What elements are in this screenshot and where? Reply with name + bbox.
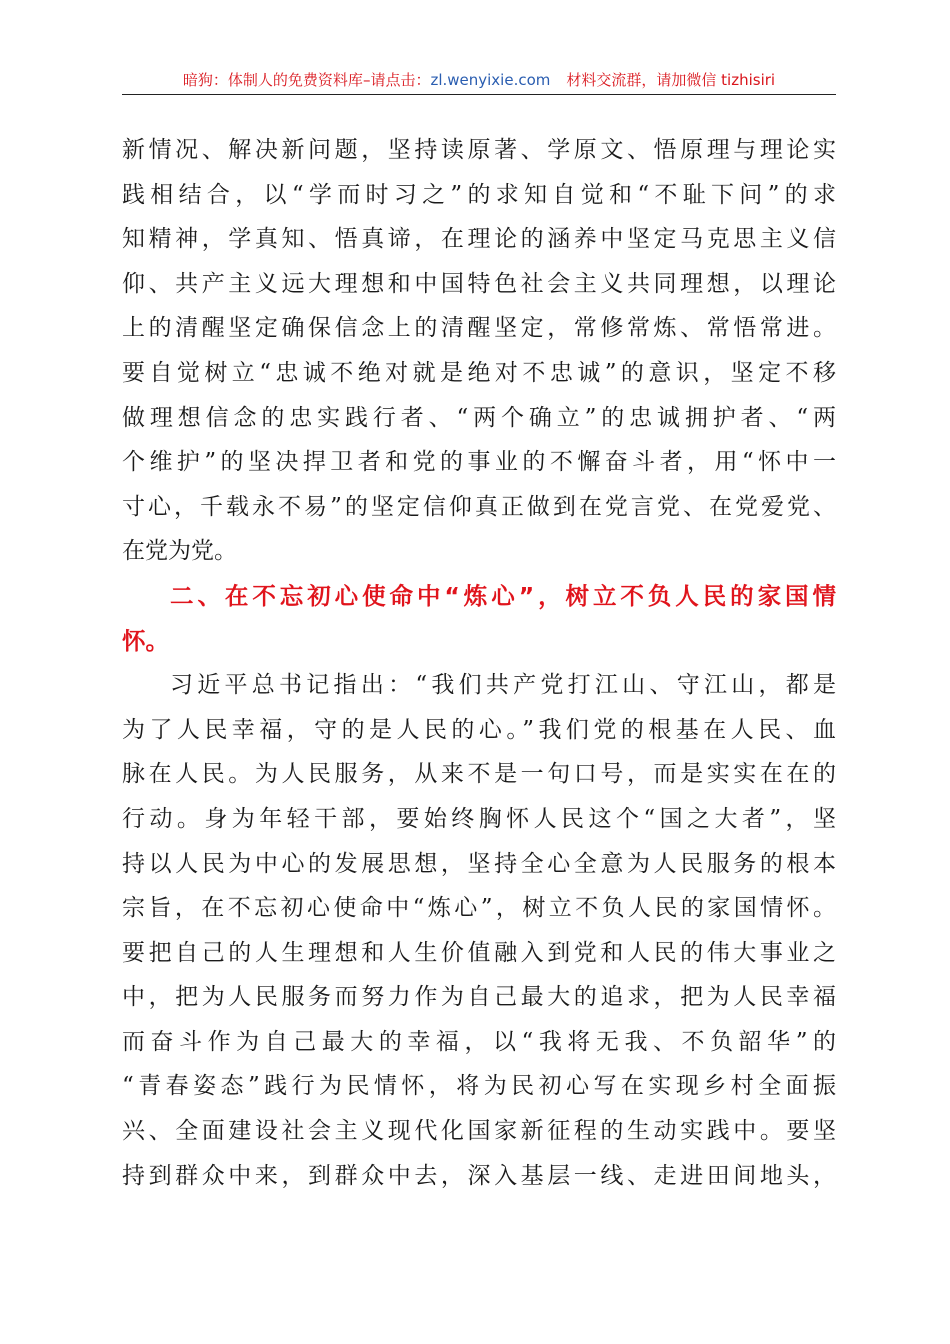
document-body bbox=[122, 128, 836, 1198]
body-line: 寸心，千载永不易”的坚定信仰真正做到在党言党、在党爱党、 bbox=[122, 493, 836, 520]
section-heading: 怀。 bbox=[122, 626, 169, 655]
body-line: 中，把为人民服务而努力作为自己最大的追求，把为人民幸福 bbox=[122, 984, 836, 1011]
body-line: 要把自己的人生理想和人生价值融入到党和人民的伟大事业之 bbox=[122, 939, 836, 966]
header-url-link[interactable]: zl.wenyixie.com bbox=[430, 71, 551, 89]
body-line: 持到群众中来，到群众中去，深入基层一线、走进田间地头， bbox=[122, 1162, 836, 1189]
body-line: 仰、共产主义远大理想和中国特色社会主义共同理想，以理论 bbox=[122, 270, 836, 297]
section-heading: 二、在不忘初心使命中“炼心”，树立不负人民的家国情 bbox=[170, 581, 836, 610]
body-line: 个维护”的坚决捍卫者和党的事业的不懈奋斗者，用“怀中一 bbox=[122, 449, 836, 476]
body-line: 脉在人民。为人民服务，从来不是一句口号，而是实实在在的 bbox=[122, 761, 836, 788]
header-group-note: 材料交流群，请加微信 tizhisiri bbox=[566, 71, 776, 89]
body-line: 要自觉树立“忠诚不绝对就是绝对不忠诚”的意识，坚定不移 bbox=[122, 359, 836, 386]
body-line: 兴、全面建设社会主义现代化国家新征程的生动实践中。要坚 bbox=[122, 1118, 836, 1145]
body-line: 践相结合，以“学而时习之”的求知自觉和“不耻下问”的求 bbox=[122, 181, 836, 208]
body-line: 持以人民为中心的发展思想，坚持全心全意为人民服务的根本 bbox=[122, 850, 836, 877]
header-click-prompt: –请点击： bbox=[362, 71, 431, 89]
body-line: 而奋斗作为自己最大的幸福，以“我将无我、不负韶华”的 bbox=[122, 1028, 836, 1055]
body-line: 为了人民幸福，守的是人民的心。”我们党的根基在人民、血 bbox=[122, 716, 836, 743]
body-line: 上的清醒坚定确保信念上的清醒坚定，常修常炼、常悟常进。 bbox=[122, 315, 836, 342]
body-line: 行动。身为年轻干部，要始终胸怀人民这个“国之大者”，坚 bbox=[122, 805, 836, 832]
body-line: 新情况、解决新问题，坚持读原著、学原文、悟原理与理论实 bbox=[122, 137, 836, 163]
header-brand: 暗狗：体制人的免费资料库 bbox=[182, 71, 363, 89]
body-line: “青春姿态”践行为民情怀，将为民初心写在实现乡村全面振 bbox=[122, 1073, 836, 1100]
body-line: 宗旨，在不忘初心使命中“炼心”，树立不负人民的家国情怀。 bbox=[122, 895, 836, 922]
body-line: 做理想信念的忠实践行者、“两个确立”的忠诚拥护者、“两 bbox=[122, 404, 836, 431]
page-header bbox=[122, 68, 836, 95]
body-line: 习近平总书记指出：“我们共产党打江山、守江山，都是 bbox=[170, 672, 836, 699]
body-line: 在党为党。 bbox=[122, 538, 237, 565]
body-line: 知精神，学真知、悟真谛，在理论的涵养中坚定马克思主义信 bbox=[122, 226, 836, 253]
